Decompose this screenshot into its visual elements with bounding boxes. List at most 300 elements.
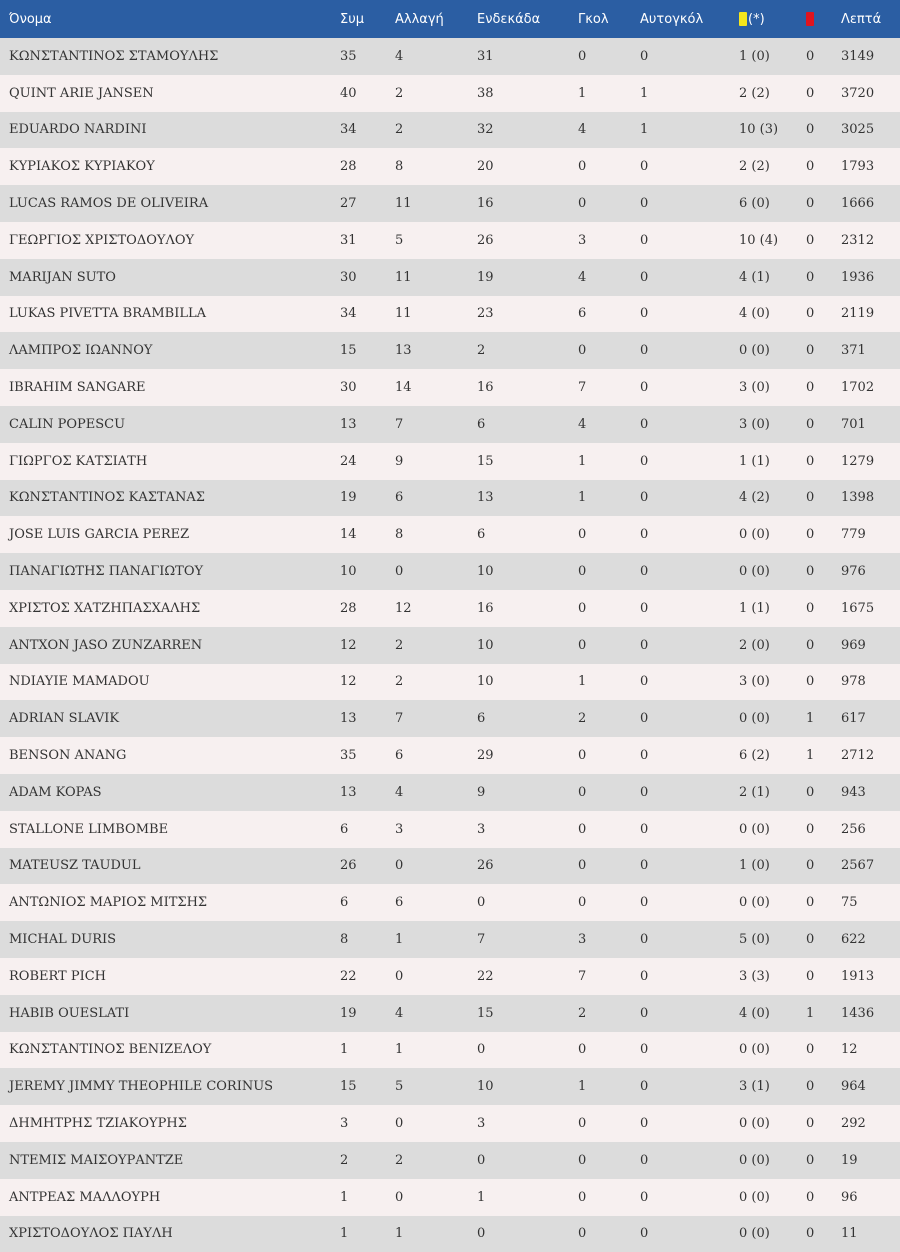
appearances-cell: 1 xyxy=(340,1179,395,1216)
header-goals[interactable]: Γκολ xyxy=(578,0,640,38)
goals-cell: 0 xyxy=(578,148,640,185)
minutes-cell: 1436 xyxy=(841,995,900,1032)
player-name-cell: BENSON ANANG xyxy=(0,737,340,774)
yellow-cards-cell: 5 (0) xyxy=(739,921,806,958)
yellow-cards-suffix: (*) xyxy=(748,12,765,27)
own-goals-cell: 0 xyxy=(640,516,739,553)
starts-cell: 19 xyxy=(477,259,578,296)
red-cards-cell: 0 xyxy=(806,848,841,885)
own-goals-cell: 0 xyxy=(640,443,739,480)
red-cards-cell: 1 xyxy=(806,995,841,1032)
substitutions-cell: 2 xyxy=(395,627,477,664)
own-goals-cell: 0 xyxy=(640,259,739,296)
starts-cell: 13 xyxy=(477,480,578,517)
starts-cell: 6 xyxy=(477,406,578,443)
yellow-cards-cell: 10 (3) xyxy=(739,112,806,149)
minutes-cell: 1936 xyxy=(841,259,900,296)
appearances-cell: 1 xyxy=(340,1216,395,1252)
goals-cell: 0 xyxy=(578,811,640,848)
substitutions-cell: 12 xyxy=(395,590,477,627)
red-cards-cell: 1 xyxy=(806,700,841,737)
own-goals-cell: 0 xyxy=(640,480,739,517)
substitutions-cell: 11 xyxy=(395,185,477,222)
starts-cell: 38 xyxy=(477,75,578,112)
own-goals-cell: 0 xyxy=(640,995,739,1032)
appearances-cell: 19 xyxy=(340,995,395,1032)
table-row[interactable] xyxy=(0,884,900,921)
red-cards-cell: 0 xyxy=(806,1216,841,1252)
starts-cell: 26 xyxy=(477,848,578,885)
own-goals-cell: 0 xyxy=(640,1142,739,1179)
table-row[interactable] xyxy=(0,627,900,664)
yellow-cards-cell: 10 (4) xyxy=(739,222,806,259)
yellow-cards-cell: 0 (0) xyxy=(739,332,806,369)
substitutions-cell: 1 xyxy=(395,1032,477,1069)
starts-cell: 0 xyxy=(477,1216,578,1252)
table-row[interactable] xyxy=(0,296,900,333)
appearances-cell: 10 xyxy=(340,553,395,590)
goals-cell: 0 xyxy=(578,553,640,590)
substitutions-cell: 6 xyxy=(395,884,477,921)
appearances-cell: 1 xyxy=(340,1032,395,1069)
goals-cell: 0 xyxy=(578,1105,640,1142)
goals-cell: 2 xyxy=(578,700,640,737)
substitutions-cell: 0 xyxy=(395,958,477,995)
yellow-cards-cell: 6 (2) xyxy=(739,737,806,774)
player-name-cell: JOSE LUIS GARCIA PEREZ xyxy=(0,516,340,553)
yellow-cards-cell: 0 (0) xyxy=(739,811,806,848)
starts-cell: 0 xyxy=(477,1142,578,1179)
header-yellow-cards[interactable] xyxy=(739,0,806,38)
yellow-cards-cell: 0 (0) xyxy=(739,884,806,921)
yellow-cards-cell: 1 (0) xyxy=(739,38,806,75)
player-name-cell: QUINT ARIE JANSEN xyxy=(0,75,340,112)
starts-cell: 10 xyxy=(477,664,578,701)
yellow-cards-cell: 0 (0) xyxy=(739,1179,806,1216)
goals-cell: 1 xyxy=(578,664,640,701)
substitutions-cell: 11 xyxy=(395,259,477,296)
own-goals-cell: 0 xyxy=(640,848,739,885)
table-row[interactable] xyxy=(0,1032,900,1069)
starts-cell: 15 xyxy=(477,995,578,1032)
player-name-cell: ΚΩΝΣΤΑΝΤΙΝΟΣ ΚΑΣΤΑΝΑΣ xyxy=(0,480,340,517)
goals-cell: 3 xyxy=(578,921,640,958)
red-cards-cell: 0 xyxy=(806,369,841,406)
goals-cell: 0 xyxy=(578,332,640,369)
yellow-cards-cell: 4 (0) xyxy=(739,995,806,1032)
substitutions-cell: 4 xyxy=(395,774,477,811)
substitutions-cell: 5 xyxy=(395,222,477,259)
player-name-cell: LUCAS RAMOS DE OLIVEIRA xyxy=(0,185,340,222)
minutes-cell: 3025 xyxy=(841,112,900,149)
table-row[interactable] xyxy=(0,1179,900,1216)
player-name-cell: CALIN POPESCU xyxy=(0,406,340,443)
goals-cell: 0 xyxy=(578,737,640,774)
appearances-cell: 8 xyxy=(340,921,395,958)
red-cards-cell: 0 xyxy=(806,259,841,296)
appearances-cell: 40 xyxy=(340,75,395,112)
red-cards-cell: 0 xyxy=(806,1068,841,1105)
red-cards-cell: 0 xyxy=(806,406,841,443)
table-row[interactable] xyxy=(0,737,900,774)
player-name-cell: ΑΝΤΡΕΑΣ ΜΑΛΛΟΥΡΗ xyxy=(0,1179,340,1216)
minutes-cell: 617 xyxy=(841,700,900,737)
player-name-cell: ΑΝΤΩΝΙΟΣ ΜΑΡΙΟΣ ΜΙΤΣΗΣ xyxy=(0,884,340,921)
yellow-cards-cell: 4 (2) xyxy=(739,480,806,517)
red-cards-cell: 1 xyxy=(806,737,841,774)
appearances-cell: 3 xyxy=(340,1105,395,1142)
yellow-cards-cell: 0 (0) xyxy=(739,1216,806,1252)
substitutions-cell: 5 xyxy=(395,1068,477,1105)
red-cards-cell: 0 xyxy=(806,958,841,995)
substitutions-cell: 13 xyxy=(395,332,477,369)
red-cards-cell: 0 xyxy=(806,443,841,480)
starts-cell: 9 xyxy=(477,774,578,811)
substitutions-cell: 7 xyxy=(395,700,477,737)
red-cards-cell: 0 xyxy=(806,222,841,259)
goals-cell: 0 xyxy=(578,884,640,921)
appearances-cell: 14 xyxy=(340,516,395,553)
table-row[interactable] xyxy=(0,443,900,480)
starts-cell: 29 xyxy=(477,737,578,774)
own-goals-cell: 0 xyxy=(640,1179,739,1216)
red-cards-cell: 0 xyxy=(806,516,841,553)
starts-cell: 2 xyxy=(477,332,578,369)
own-goals-cell: 0 xyxy=(640,664,739,701)
red-cards-cell: 0 xyxy=(806,627,841,664)
player-name-cell: MATEUSZ TAUDUL xyxy=(0,848,340,885)
minutes-cell: 371 xyxy=(841,332,900,369)
starts-cell: 3 xyxy=(477,811,578,848)
yellow-cards-cell: 6 (0) xyxy=(739,185,806,222)
substitutions-cell: 14 xyxy=(395,369,477,406)
starts-cell: 15 xyxy=(477,443,578,480)
red-cards-cell: 0 xyxy=(806,1142,841,1179)
appearances-cell: 12 xyxy=(340,627,395,664)
starts-cell: 16 xyxy=(477,369,578,406)
minutes-cell: 943 xyxy=(841,774,900,811)
minutes-cell: 1666 xyxy=(841,185,900,222)
minutes-cell: 96 xyxy=(841,1179,900,1216)
substitutions-cell: 1 xyxy=(395,921,477,958)
red-cards-cell: 0 xyxy=(806,296,841,333)
yellow-card-icon xyxy=(739,12,747,26)
player-name-cell: STALLONE LIMBOMBE xyxy=(0,811,340,848)
own-goals-cell: 0 xyxy=(640,1068,739,1105)
player-name-cell: MICHAL DURIS xyxy=(0,921,340,958)
header-substitutions[interactable]: Αλλαγή xyxy=(395,0,477,38)
appearances-cell: 6 xyxy=(340,884,395,921)
appearances-cell: 34 xyxy=(340,112,395,149)
table-row[interactable] xyxy=(0,553,900,590)
goals-cell: 1 xyxy=(578,443,640,480)
substitutions-cell: 2 xyxy=(395,1142,477,1179)
starts-cell: 16 xyxy=(477,185,578,222)
starts-cell: 32 xyxy=(477,112,578,149)
yellow-cards-cell: 2 (1) xyxy=(739,774,806,811)
player-name-cell: MARIJAN SUTO xyxy=(0,259,340,296)
red-cards-cell: 0 xyxy=(806,664,841,701)
table-row[interactable] xyxy=(0,921,900,958)
minutes-cell: 2567 xyxy=(841,848,900,885)
substitutions-cell: 0 xyxy=(395,848,477,885)
header-row xyxy=(0,0,900,38)
goals-cell: 0 xyxy=(578,590,640,627)
table-row[interactable] xyxy=(0,480,900,517)
minutes-cell: 964 xyxy=(841,1068,900,1105)
own-goals-cell: 1 xyxy=(640,75,739,112)
table-row[interactable] xyxy=(0,1105,900,1142)
starts-cell: 0 xyxy=(477,884,578,921)
yellow-cards-cell: 0 (0) xyxy=(739,1105,806,1142)
goals-cell: 1 xyxy=(578,75,640,112)
red-cards-cell: 0 xyxy=(806,590,841,627)
goals-cell: 1 xyxy=(578,480,640,517)
minutes-cell: 701 xyxy=(841,406,900,443)
goals-cell: 0 xyxy=(578,1179,640,1216)
substitutions-cell: 4 xyxy=(395,38,477,75)
red-cards-cell: 0 xyxy=(806,553,841,590)
header-red-cards[interactable] xyxy=(806,0,841,38)
appearances-cell: 15 xyxy=(340,332,395,369)
substitutions-cell: 9 xyxy=(395,443,477,480)
header-starts[interactable]: Ενδεκάδα xyxy=(477,0,578,38)
red-cards-cell: 0 xyxy=(806,38,841,75)
own-goals-cell: 0 xyxy=(640,627,739,664)
minutes-cell: 292 xyxy=(841,1105,900,1142)
goals-cell: 0 xyxy=(578,1216,640,1252)
appearances-cell: 13 xyxy=(340,406,395,443)
player-name-cell: ΧΡΙΣΤΟΣ ΧΑΤΖΗΠΑΣΧΑΛΗΣ xyxy=(0,590,340,627)
yellow-cards-cell: 2 (0) xyxy=(739,627,806,664)
table-row[interactable] xyxy=(0,700,900,737)
own-goals-cell: 0 xyxy=(640,811,739,848)
starts-cell: 6 xyxy=(477,516,578,553)
goals-cell: 0 xyxy=(578,185,640,222)
red-cards-cell: 0 xyxy=(806,480,841,517)
starts-cell: 10 xyxy=(477,553,578,590)
table-row[interactable] xyxy=(0,1142,900,1179)
red-cards-cell: 0 xyxy=(806,185,841,222)
table-row[interactable] xyxy=(0,664,900,701)
header-name[interactable]: Όνομα xyxy=(0,0,340,38)
yellow-cards-cell: 1 (1) xyxy=(739,443,806,480)
appearances-cell: 12 xyxy=(340,664,395,701)
table-row[interactable] xyxy=(0,369,900,406)
player-name-cell: ΧΡΙΣΤΟΔΟΥΛΟΣ ΠΑΥΛΗ xyxy=(0,1216,340,1252)
own-goals-cell: 0 xyxy=(640,1032,739,1069)
substitutions-cell: 7 xyxy=(395,406,477,443)
goals-cell: 2 xyxy=(578,995,640,1032)
own-goals-cell: 0 xyxy=(640,958,739,995)
appearances-cell: 28 xyxy=(340,590,395,627)
table-row[interactable] xyxy=(0,811,900,848)
own-goals-cell: 0 xyxy=(640,332,739,369)
minutes-cell: 622 xyxy=(841,921,900,958)
header-minutes[interactable]: Λεπτά xyxy=(841,0,900,38)
goals-cell: 7 xyxy=(578,369,640,406)
table-header xyxy=(0,0,900,38)
own-goals-cell: 0 xyxy=(640,369,739,406)
goals-cell: 0 xyxy=(578,627,640,664)
header-appearances[interactable]: Συμ xyxy=(340,0,395,38)
starts-cell: 10 xyxy=(477,627,578,664)
player-name-cell: ΓΕΩΡΓΙΟΣ ΧΡΙΣΤΟΔΟΥΛΟΥ xyxy=(0,222,340,259)
appearances-cell: 13 xyxy=(340,700,395,737)
goals-cell: 6 xyxy=(578,296,640,333)
starts-cell: 16 xyxy=(477,590,578,627)
table-row[interactable] xyxy=(0,1216,900,1252)
minutes-cell: 1913 xyxy=(841,958,900,995)
own-goals-cell: 0 xyxy=(640,553,739,590)
minutes-cell: 2312 xyxy=(841,222,900,259)
minutes-cell: 256 xyxy=(841,811,900,848)
starts-cell: 1 xyxy=(477,1179,578,1216)
own-goals-cell: 0 xyxy=(640,406,739,443)
substitutions-cell: 8 xyxy=(395,516,477,553)
substitutions-cell: 2 xyxy=(395,664,477,701)
table-row[interactable] xyxy=(0,958,900,995)
starts-cell: 0 xyxy=(477,1032,578,1069)
starts-cell: 31 xyxy=(477,38,578,75)
substitutions-cell: 0 xyxy=(395,553,477,590)
table-row[interactable] xyxy=(0,332,900,369)
appearances-cell: 13 xyxy=(340,774,395,811)
player-name-cell: ADAM KOPAS xyxy=(0,774,340,811)
own-goals-cell: 0 xyxy=(640,38,739,75)
red-cards-cell: 0 xyxy=(806,75,841,112)
appearances-cell: 26 xyxy=(340,848,395,885)
red-cards-cell: 0 xyxy=(806,774,841,811)
table-row[interactable] xyxy=(0,516,900,553)
table-row[interactable] xyxy=(0,38,900,75)
yellow-cards-cell: 3 (0) xyxy=(739,369,806,406)
own-goals-cell: 0 xyxy=(640,590,739,627)
goals-cell: 0 xyxy=(578,1032,640,1069)
starts-cell: 6 xyxy=(477,700,578,737)
player-name-cell: ΓΙΩΡΓΟΣ ΚΑΤΣΙΑΤΗ xyxy=(0,443,340,480)
player-name-cell: ΚΥΡΙΑΚΟΣ ΚΥΡΙΑΚΟΥ xyxy=(0,148,340,185)
player-name-cell: LUKAS PIVETTA BRAMBILLA xyxy=(0,296,340,333)
table-row[interactable] xyxy=(0,185,900,222)
appearances-cell: 2 xyxy=(340,1142,395,1179)
goals-cell: 7 xyxy=(578,958,640,995)
player-name-cell: ΛΑΜΠΡΟΣ ΙΩΑΝΝΟΥ xyxy=(0,332,340,369)
table-row[interactable] xyxy=(0,222,900,259)
table-row[interactable] xyxy=(0,848,900,885)
player-name-cell: EDUARDO NARDINI xyxy=(0,112,340,149)
own-goals-cell: 0 xyxy=(640,185,739,222)
appearances-cell: 27 xyxy=(340,185,395,222)
minutes-cell: 1279 xyxy=(841,443,900,480)
minutes-cell: 3149 xyxy=(841,38,900,75)
own-goals-cell: 0 xyxy=(640,148,739,185)
goals-cell: 0 xyxy=(578,848,640,885)
minutes-cell: 3720 xyxy=(841,75,900,112)
yellow-cards-cell: 0 (0) xyxy=(739,1032,806,1069)
player-name-cell: ΚΩΝΣΤΑΝΤΙΝΟΣ ΣΤΑΜΟΥΛΗΣ xyxy=(0,38,340,75)
minutes-cell: 75 xyxy=(841,884,900,921)
goals-cell: 4 xyxy=(578,112,640,149)
yellow-cards-cell: 1 (1) xyxy=(739,590,806,627)
starts-cell: 26 xyxy=(477,222,578,259)
player-name-cell: NDIAYIE MAMADOU xyxy=(0,664,340,701)
own-goals-cell: 0 xyxy=(640,774,739,811)
header-own-goals[interactable]: Αυτογκόλ xyxy=(640,0,739,38)
own-goals-cell: 0 xyxy=(640,1216,739,1252)
substitutions-cell: 4 xyxy=(395,995,477,1032)
yellow-cards-cell: 0 (0) xyxy=(739,516,806,553)
minutes-cell: 1675 xyxy=(841,590,900,627)
table-row[interactable] xyxy=(0,259,900,296)
appearances-cell: 24 xyxy=(340,443,395,480)
table-row[interactable] xyxy=(0,148,900,185)
minutes-cell: 1702 xyxy=(841,369,900,406)
substitutions-cell: 0 xyxy=(395,1105,477,1142)
red-cards-cell: 0 xyxy=(806,921,841,958)
goals-cell: 0 xyxy=(578,774,640,811)
substitutions-cell: 6 xyxy=(395,737,477,774)
substitutions-cell: 11 xyxy=(395,296,477,333)
player-name-cell: JEREMY JIMMY THEOPHILE CORINUS xyxy=(0,1068,340,1105)
appearances-cell: 19 xyxy=(340,480,395,517)
minutes-cell: 978 xyxy=(841,664,900,701)
table-row[interactable] xyxy=(0,406,900,443)
player-name-cell: ΝΤΕΜΙΣ ΜΑΙΣΟΥΡΑΝΤΖΕ xyxy=(0,1142,340,1179)
substitutions-cell: 3 xyxy=(395,811,477,848)
own-goals-cell: 0 xyxy=(640,737,739,774)
appearances-cell: 30 xyxy=(340,259,395,296)
table-row[interactable] xyxy=(0,995,900,1032)
appearances-cell: 28 xyxy=(340,148,395,185)
own-goals-cell: 0 xyxy=(640,884,739,921)
appearances-cell: 30 xyxy=(340,369,395,406)
player-name-cell: ANTXON JASO ZUNZARREN xyxy=(0,627,340,664)
own-goals-cell: 0 xyxy=(640,921,739,958)
table-row[interactable] xyxy=(0,774,900,811)
table-row[interactable] xyxy=(0,1068,900,1105)
red-cards-cell: 0 xyxy=(806,148,841,185)
player-name-cell: ADRIAN SLAVIK xyxy=(0,700,340,737)
goals-cell: 0 xyxy=(578,516,640,553)
goals-cell: 4 xyxy=(578,259,640,296)
appearances-cell: 6 xyxy=(340,811,395,848)
starts-cell: 3 xyxy=(477,1105,578,1142)
red-cards-cell: 0 xyxy=(806,1179,841,1216)
own-goals-cell: 0 xyxy=(640,296,739,333)
red-cards-cell: 0 xyxy=(806,884,841,921)
minutes-cell: 1398 xyxy=(841,480,900,517)
table-row[interactable] xyxy=(0,112,900,149)
table-body xyxy=(0,38,900,1252)
player-name-cell: IBRAHIM SANGARE xyxy=(0,369,340,406)
substitutions-cell: 0 xyxy=(395,1179,477,1216)
minutes-cell: 2712 xyxy=(841,737,900,774)
yellow-cards-cell: 0 (0) xyxy=(739,553,806,590)
starts-cell: 22 xyxy=(477,958,578,995)
yellow-cards-cell: 3 (3) xyxy=(739,958,806,995)
goals-cell: 3 xyxy=(578,222,640,259)
table-row[interactable] xyxy=(0,75,900,112)
yellow-cards-cell: 2 (2) xyxy=(739,75,806,112)
appearances-cell: 34 xyxy=(340,296,395,333)
own-goals-cell: 1 xyxy=(640,112,739,149)
red-cards-cell: 0 xyxy=(806,1105,841,1142)
yellow-cards-cell: 2 (2) xyxy=(739,148,806,185)
minutes-cell: 969 xyxy=(841,627,900,664)
table-row[interactable] xyxy=(0,590,900,627)
goals-cell: 0 xyxy=(578,38,640,75)
